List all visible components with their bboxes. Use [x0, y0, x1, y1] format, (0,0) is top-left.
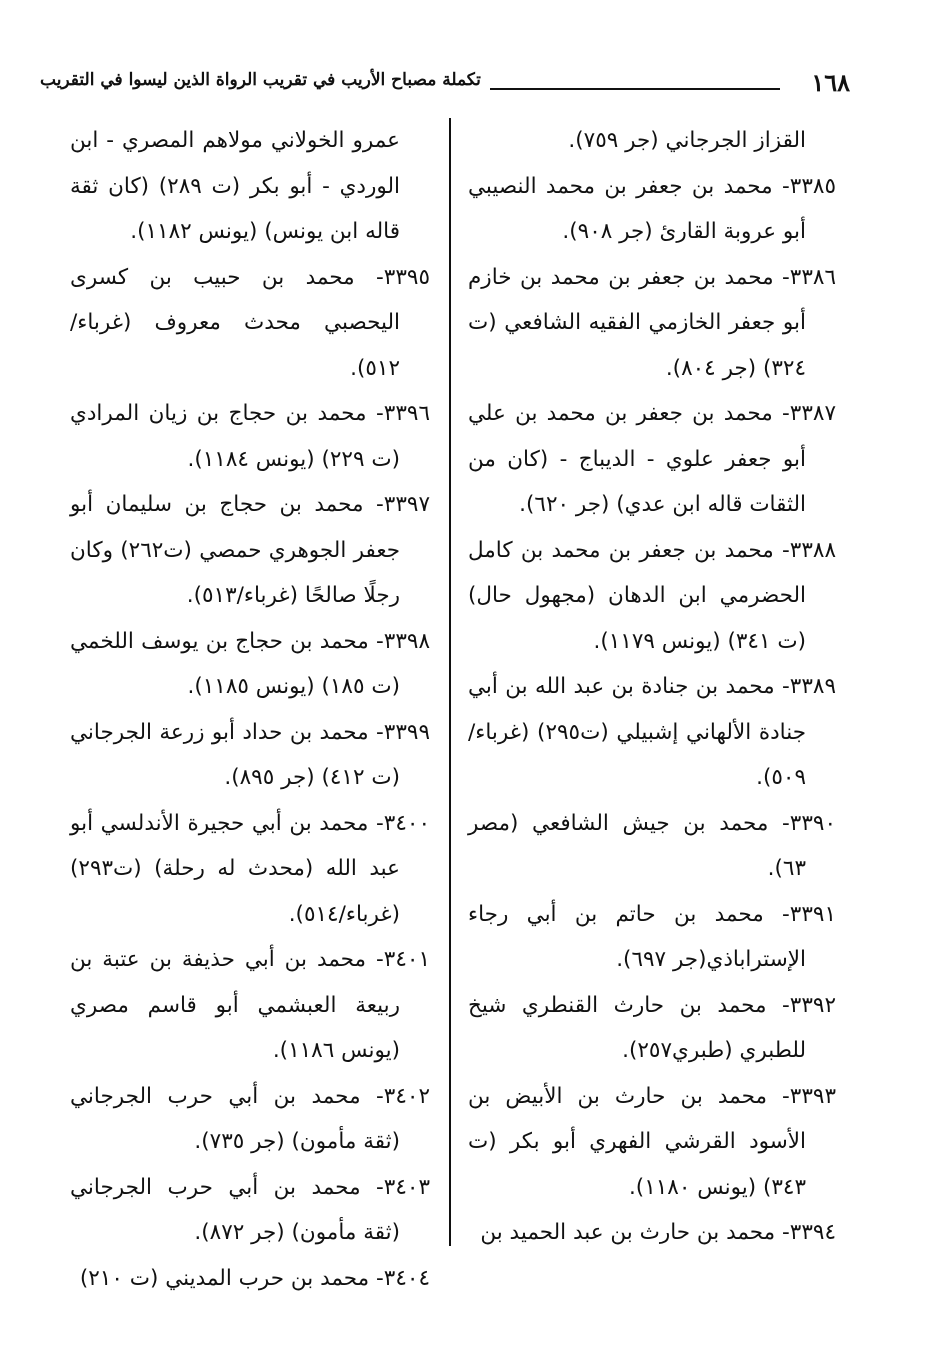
entry: ٣٤٠٤- محمد بن حرب المديني (ت ٢١٠) — [79, 1265, 430, 1291]
entry: ٣٣٨٨- محمد بن جعفر بن محمد بن كامل الحضرمي ابن الدهان (مجهول حال) (ت ٣٤١) (يونس ١١٧٩). — [468, 537, 836, 654]
left-column — [70, 118, 430, 1301]
entry: ٣٣٩٦- محمد بن حجاج بن زيان المرادي (ت ٢٢٩) (يونس ١١٨٤). — [70, 401, 430, 472]
entry: ٣٣٨٦- محمد بن جعفر بن محمد بن خازم أبو جعفر الخازمي الفقيه الشافعي (ت ٣٢٤) (جر ٨٠٤). — [468, 264, 836, 381]
entry: ٣٣٨٩- محمد بن جنادة بن عبد الله بن أبي جنادة الألهاني إشبيلي (ت٢٩٥) (غرباء/٥٠٩). — [468, 674, 836, 790]
page-header — [40, 68, 850, 100]
header-rule — [490, 88, 780, 90]
entry: ٣٤٠٠- محمد بن أبي حجيرة الأندلسي أبو عبد الله (محدث له رحلة) (ت٢٩٣) (غرباء/٥١٤). — [70, 810, 430, 927]
entry: ٣٣٩٣- محمد بن حارث بن الأبيض بن الأسود القرشي الفهري أبو بكر (ت ٣٤٣) (يونس ١١٨٠). — [468, 1083, 836, 1200]
entry: ٣٣٩٨- محمد بن حجاج بن يوسف اللخمي (ت ١٨٥) (يونس ١١٨٥). — [70, 628, 430, 699]
running-title: تكملة مصباح الأريب في تقريب الرواة الذين ليسوا في التقريب — [40, 70, 481, 90]
entry: ٣٣٩٧- محمد بن حجاج بن سليمان أبو جعفر الجوهري حمصي (ت٢٦٢) وكان رجلًا صالحًا (غرباء/٥١٣). — [70, 492, 430, 608]
entry: القزاز الجرجاني (جر ٧٥٩). — [568, 128, 806, 153]
entry: ٣٣٩٥- محمد بن حبيب بن كسرى اليحصبي محدث معروف (غرباء/٥١٢). — [70, 264, 430, 381]
entry: ٣٣٩٩- محمد بن حداد أبو زرعة الجرجاني (ت ٤١٢) (جر ٨٩٥). — [70, 719, 430, 790]
entry: عمرو الخولاني مولاهم المصري - ابن الوردي - أبو بكر (ت ٢٨٩) (كان ثقة قاله ابن يونس) (يونس ١١٨٢). — [70, 128, 400, 244]
page-number: ١٦٨ — [811, 68, 850, 97]
entry: ٣٤٠١- محمد بن أبي حذيفة بن عتبة بن ربيعة العبشمي أبو قاسم مصري (يونس ١١٨٦). — [70, 947, 430, 1063]
entry: ٣٣٩١- محمد بن حاتم بن أبي رجاء الإستراباذي(جر ٦٩٧). — [468, 901, 836, 972]
entry: ٣٣٩٢- محمد بن حارث القنطري شيخ للطبري (طبري٢٥٧). — [468, 992, 836, 1063]
entry: ٣٣٩٠- محمد بن جيش الشافعي (مصر ٦٣). — [468, 810, 836, 881]
entry: ٣٣٨٥- محمد بن جعفر بن محمد النصيبي أبو عروبة القارئ (جر ٩٠٨). — [468, 173, 836, 244]
entry: ٣٣٩٤- محمد بن حارث بن عبد الحميد بن — [480, 1220, 836, 1245]
right-column — [468, 118, 836, 1256]
entry: ٣٤٠٣- محمد بن أبي حرب الجرجاني (ثقة مأمون) (جر ٨٧٢). — [70, 1174, 430, 1245]
entry: ٣٤٠٢- محمد بن أبي حرب الجرجاني (ثقة مأمون) (جر ٧٣٥). — [70, 1083, 430, 1154]
column-divider — [449, 118, 451, 1246]
entry: ٣٣٨٧- محمد بن جعفر بن محمد بن علي أبو جعفر علوي - الديباج - (كان من الثقات قاله ابن عدي) (جر ٦٢٠). — [468, 401, 836, 517]
